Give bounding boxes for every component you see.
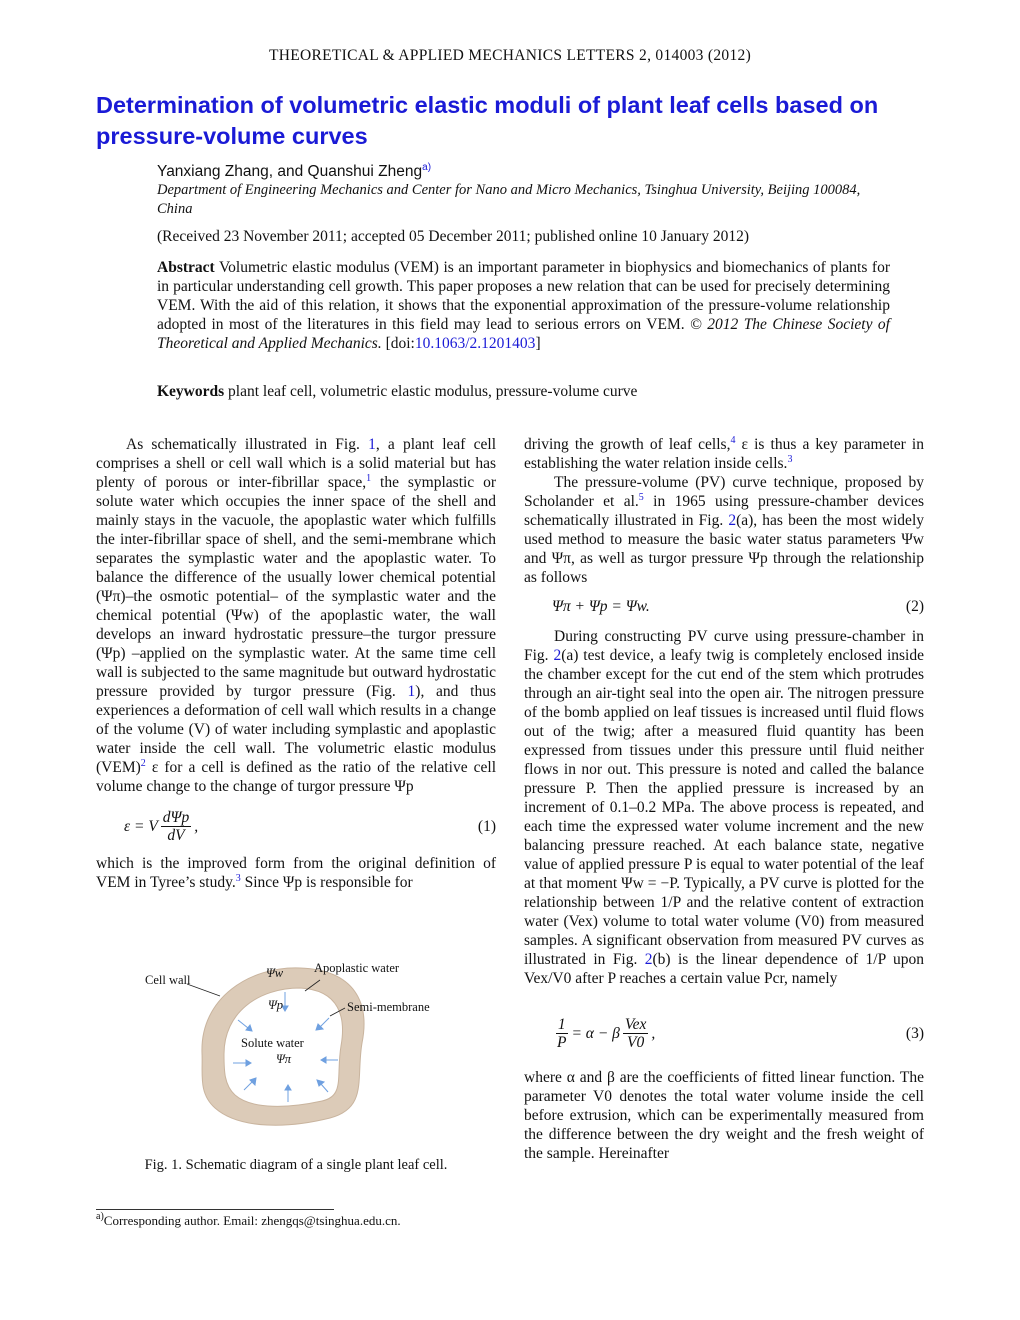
equation-2 — [552, 589, 924, 623]
label-solute-water: Solute water — [241, 1036, 304, 1050]
figure-caption: Fig. 1. Schematic diagram of a single plant leaf cell. — [144, 1157, 448, 1173]
eq-denominator: dV — [167, 826, 185, 844]
journal-header: THEORETICAL & APPLIED MECHANICS LETTERS 2, 014003 (2012) — [268, 47, 752, 64]
copyright: © 2012 The Chinese Society of Theoretical and Applied Mechanics. — [157, 316, 890, 352]
text: ), and thus experiences a deformation of cell wall which results in a change of the volume (V) of water including symplastic and apoplastic water inside the cell wall. The volumetric elastic modulus (VEM) — [96, 683, 496, 776]
paragraph — [524, 1068, 924, 1163]
paragraph — [96, 435, 496, 796]
figure-ref[interactable]: 2 — [553, 647, 562, 664]
abstract-label: Abstract — [157, 259, 215, 276]
text: (a), has been the most widely used method to measure the basic water status parameters Ψw and Ψπ, as well as turgor pressure Ψp through the relationship as follows — [524, 512, 924, 586]
text: Since Ψp is responsible for — [240, 874, 413, 891]
eq-fraction — [623, 1016, 649, 1051]
text: the symplastic or solute water which occupies the inner space of the shell and mainly stays in the vacuole, the apoplastic water which fulfills the inter-fibrillar space of shell, and the semi-membrane which separates the symplastic water and the apoplastic water. To balance the difference of the usually lower chemical potential (Ψπ)–the osmotic potential– of the symplastic water and the chemical potential (Ψw) of the apoplastic water, the wall develops an inward hydrostatic pressure–the turgor pressure (Ψp) –applied on the symplastic water. At the same time cell wall is subjected to the same magnitude but outward hydrostatic pressure provided by turgor pressure (Fig. — [96, 474, 496, 700]
paragraph — [524, 627, 924, 988]
citation[interactable]: 3 — [787, 454, 793, 465]
text: As schematically illustrated in Fig. — [126, 436, 369, 453]
footnote-text: Corresponding author. Email: zhengqs@tsinghua.edu.cn. — [103, 1213, 401, 1228]
text: , a plant leaf cell comprises a shell or cell wall which is a solid material but has plenty of porous or inter-fibrillar space, — [96, 436, 497, 491]
eq-tail: , — [651, 1024, 656, 1042]
authors — [157, 163, 431, 181]
text: where α and β are the coefficients of fitted linear function. The parameter V0 denotes the total water volume inside the cell before extrusion, which can be experimentally measured from the difference between the dry weight and the fresh weight of the sample. Hereinafter — [524, 1069, 924, 1162]
left-column — [96, 435, 496, 892]
paragraph — [524, 473, 924, 587]
label-apoplastic-water: Apoplastic water — [314, 961, 400, 975]
text: ε is thus a key parameter in establishing the water relation inside cells. — [524, 436, 924, 472]
affiliation: Department of Engineering Mechanics and Center for Nano and Micro Mechanics, Tsinghua University, Beijing 100084, China — [157, 182, 861, 217]
footnote — [96, 1213, 401, 1229]
label-psi-p: Ψp — [268, 998, 284, 1012]
author-footnote-mark[interactable]: a) — [422, 162, 432, 173]
paper-title: Determination of volumetric elastic moduli of plant leaf cells based on pressure-volume curves — [96, 92, 879, 149]
text: in 1965 using pressure-chamber devices schematically illustrated in Fig. — [524, 493, 924, 529]
eq-fraction — [555, 1016, 568, 1051]
eq-tail: , — [194, 817, 199, 835]
abstract-text: Volumetric elastic modulus (VEM) is an important parameter in biophysics and biomechanics of plants for in particular understanding cell growth. This paper proposes a new relation that can be used for precisely determining VEM. With the aid of this relation, it shows that the exponential approximation of the pressure-volume relationship adopted in most of the literatures in this field may lead to serious errors on VEM. — [157, 259, 890, 333]
figure-ref[interactable]: 1 — [368, 436, 376, 453]
eq-lhs: ε = V — [124, 817, 158, 835]
equation-number: (1) — [477, 817, 496, 835]
cell-wall-pointer — [187, 984, 220, 996]
figure-1 — [140, 958, 450, 1133]
label-psi-w: Ψw — [266, 966, 284, 980]
text: During constructing PV curve using pressure-chamber in Fig. — [524, 628, 924, 664]
footnote-mark: a) — [96, 1211, 104, 1222]
text: The pressure-volume (PV) curve technique, proposed by Scholander et al. — [524, 474, 924, 510]
equation-number: (2) — [905, 597, 924, 615]
label-semi-membrane: Semi-membrane — [347, 1000, 430, 1014]
eq-numerator: 1 — [557, 1015, 566, 1033]
keywords-text: plant leaf cell, volumetric elastic modulus, pressure-volume curve — [228, 383, 638, 400]
label-psi-pi: Ψπ — [276, 1052, 292, 1066]
equation-3 — [552, 1010, 924, 1056]
doi-suffix: ] — [535, 335, 541, 352]
equation-number: (3) — [905, 1024, 924, 1042]
eq-fraction — [161, 809, 191, 844]
text: ε for a cell is defined as the ratio of the relative cell volume change to the change of turgor pressure Ψp — [96, 759, 496, 795]
received-dates: (Received 23 November 2011; accepted 05 December 2011; published online 10 January 2012) — [157, 228, 749, 245]
doi-prefix: [doi: — [385, 335, 415, 352]
text: (a) test device, a leafy twig is completely enclosed inside the chamber except for the cut end of the stem which protrudes through an air-tight seal into the open air. The nitrogen pressure of the bomb applied on leaf tissues is increased until fluid flows out of the twig; after a measured fluid quantity has been expressed from tissues under this pressure until fluid neither flows in nor out. This pressure is noted and called the balance pressure P. Then the applied pressure is increased by an increment of 0.1–0.2 MPa. The above process is repeated, and each time the expressed water volume increment and the new balancing pressure reached. At each balance state, negative value of applied pressure P is equal to water potential of the leaf at that moment Ψw = −P. Typically, a PV curve is plotted for the relationship between 1/P and the relative content of extraction water (Vex) volume to total water volume (V0) from measured samples. A significant observation from measured PV curves as illustrated in Fig. — [524, 647, 924, 968]
doi-link[interactable]: 10.1063/2.1201403 — [414, 335, 536, 352]
eq-mid: = α − β — [571, 1024, 620, 1042]
figure-ref[interactable]: 2 — [644, 951, 653, 968]
citation[interactable]: 4 — [730, 435, 736, 446]
citation[interactable]: 5 — [638, 492, 644, 503]
eq-denominator: V0 — [627, 1033, 645, 1051]
eq-numerator: Vex — [624, 1015, 647, 1033]
keywords — [157, 383, 890, 401]
citation[interactable]: 1 — [366, 473, 372, 484]
eq-body: Ψπ + Ψp = Ψw. — [552, 597, 650, 615]
paragraph — [524, 435, 924, 473]
text: driving the growth of leaf cells, — [524, 436, 731, 453]
figure-ref[interactable]: 2 — [728, 512, 737, 529]
keywords-label: Keywords — [157, 383, 225, 400]
label-cell-wall: Cell wall — [145, 973, 191, 987]
footnote-rule — [96, 1209, 334, 1210]
abstract — [157, 258, 890, 353]
text: (b) is the linear dependence of 1/P upon Vex/V0 after P reaches a certain value Pcr, namely — [524, 951, 925, 987]
author-names: Yanxiang Zhang, and Quanshui Zheng — [157, 163, 423, 180]
right-column — [524, 435, 924, 1163]
eq-numerator: dΨp — [162, 808, 190, 826]
figure-ref[interactable]: 1 — [407, 683, 416, 700]
citation[interactable]: 3 — [235, 873, 241, 884]
equation-1 — [124, 804, 496, 848]
eq-denominator: P — [557, 1033, 567, 1051]
citation[interactable]: 2 — [140, 758, 146, 769]
paragraph — [96, 854, 496, 892]
text: which is the improved form from the original definition of VEM in Tyree’s study. — [96, 855, 496, 891]
